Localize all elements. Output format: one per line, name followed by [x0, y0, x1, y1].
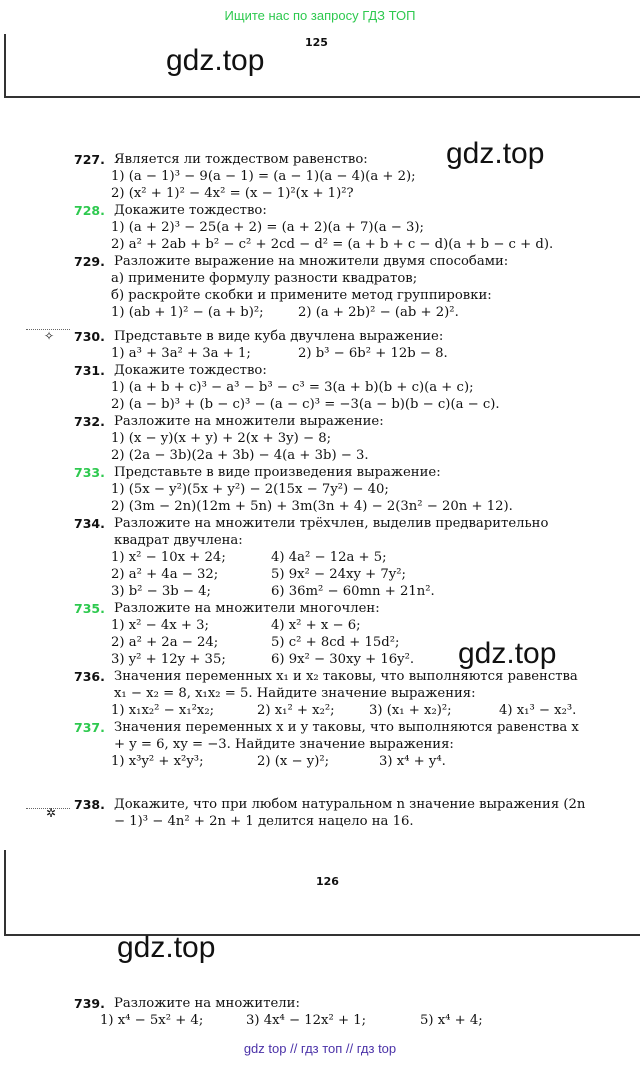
watermark: gdz.top — [166, 44, 265, 77]
exercise-730 — [74, 328, 589, 345]
page-number-top: 125 — [305, 36, 328, 49]
exercise-line: б) раскройте скобки и примените метод группировки: — [111, 288, 492, 303]
exercise-number: 733. — [74, 465, 105, 480]
exercise-text: Разложите выражение на множители двумя способами: — [114, 254, 509, 269]
exercise-729 — [74, 253, 589, 270]
exercise-item: 1) x³y² + x²y³; — [111, 754, 204, 769]
exercise-item: 4) x² + x − 6; — [271, 618, 361, 633]
exercise-columns — [74, 549, 589, 566]
exercise-number: 739. — [74, 996, 105, 1011]
exercise-text: Разложите на множители трёхчлен, выделив предварительно квадрат двучлена: — [114, 516, 549, 548]
exercise-737 — [74, 719, 589, 753]
exercise-number: 734. — [74, 516, 105, 531]
exercise-item: 1) x⁴ − 5x² + 4; — [100, 1013, 204, 1028]
exercise-line: 2) a² + 2ab + b² − c² + 2cd − d² = (a + b + c − d)(a + b − c + d). — [111, 237, 554, 252]
exercise-number: 732. — [74, 414, 105, 429]
exercise-columns — [74, 702, 589, 719]
exercise-columns — [74, 651, 589, 668]
exercise-number: 736. — [74, 669, 105, 684]
exercise-item: 5) x⁴ + 4; — [420, 1013, 483, 1028]
sun-marker-icon: ✲ — [46, 806, 57, 820]
exercise-item: 1) x² − 4x + 3; — [111, 618, 209, 633]
exercise-item: 1) a³ + 3a² + 3a + 1; — [111, 346, 251, 361]
exercise-number: 728. — [74, 203, 105, 218]
star-marker-icon: ✧ — [44, 329, 55, 343]
exercise-736 — [74, 668, 589, 702]
exercise-number: 738. — [74, 797, 105, 812]
exercise-item: 2) (a + 2b)² − (ab + 2)². — [298, 305, 459, 320]
exercise-line: 2) (2a − 3b)(2a + 3b) − 4(a + 3b) − 3. — [111, 448, 369, 463]
exercise-columns — [74, 566, 589, 583]
watermark: gdz.top — [117, 931, 216, 964]
exercise-number: 737. — [74, 720, 105, 735]
exercise-item: 5) 9x² − 24xy + 7y²; — [271, 567, 406, 582]
exercise-number: 735. — [74, 601, 105, 616]
exercise-text: Разложите на множители: — [114, 996, 300, 1011]
exercise-columns — [74, 617, 589, 634]
exercise-item: 1) x₁x₂² − x₁²x₂; — [111, 703, 215, 718]
search-banner[interactable]: Ищите нас по запросу ГДЗ ТОП — [224, 8, 416, 23]
exercise-columns — [74, 1012, 594, 1029]
exercise-728 — [74, 202, 589, 219]
exercise-text: Представьте в виде произведения выражение: — [114, 465, 441, 480]
exercise-number: 727. — [74, 152, 105, 167]
exercise-item: 2) x₁² + x₂²; — [257, 703, 335, 718]
page-edge-left — [4, 34, 6, 96]
exercise-item: 4) x₁³ − x₂³. — [499, 703, 577, 718]
exercise-text: Докажите тождество: — [114, 203, 267, 218]
exercise-text: Значения переменных x₁ и x₂ таковы, что выполняются равенства x₁ − x₂ = 8, x₁x₂ = 5. Найдите значение выражения: — [114, 669, 578, 701]
exercise-text: Докажите, что при любом натуральном n значение выражения (2n − 1)³ − 4n² + 2n + 1 делится нацело на 16. — [114, 797, 586, 829]
exercise-item: 3) (x₁ + x₂)²; — [369, 703, 452, 718]
exercise-line: 2) (x² + 1)² − 4x² = (x − 1)²(x + 1)²? — [111, 186, 354, 201]
exercise-line: а) примените формулу разности квадратов; — [111, 271, 418, 286]
exercise-line: 2) (3m − 2n)(12m + 5n) + 3m(3n + 4) − 2(3n² − 20n + 12). — [111, 499, 513, 514]
exercise-item: 3) b² − 3b − 4; — [111, 584, 211, 599]
exercise-item: 4) 4a² − 12a + 5; — [271, 550, 387, 565]
exercise-columns — [74, 583, 589, 600]
exercise-733 — [74, 464, 589, 481]
exercise-text: Значения переменных x и y таковы, что выполняются равенства x + y = 6, xy = −3. Найдите значение выражения: — [114, 720, 579, 752]
watermark: gdz.top — [458, 637, 557, 670]
page-edge-left — [4, 850, 6, 934]
exercise-item: 2) (x − y)²; — [257, 754, 330, 769]
exercise-738 — [74, 796, 589, 830]
exercise-text: Представьте в виде куба двучлена выражение: — [114, 329, 444, 344]
exercise-text: Разложите на множители многочлен: — [114, 601, 380, 616]
exercise-734 — [74, 515, 589, 549]
exercise-item: 6) 36m² − 60mn + 21n². — [271, 584, 435, 599]
footer-links[interactable]: gdz top // гдз топ // гдз top — [243, 1041, 397, 1056]
exercise-item: 2) a² + 2a − 24; — [111, 635, 219, 650]
page-divider-mid — [4, 934, 640, 936]
exercise-739-header — [74, 995, 594, 1012]
exercise-line: 1) (5x − y²)(5x + y²) − 2(15x − 7y²) − 40; — [111, 482, 389, 497]
exercise-columns — [74, 634, 589, 651]
exercise-item: 3) 4x⁴ − 12x² + 1; — [246, 1013, 367, 1028]
exercise-line: 1) (a + 2)³ − 25(a + 2) = (a + 2)(a + 7)(a − 3); — [111, 220, 424, 235]
exercise-text: Докажите тождество: — [114, 363, 267, 378]
exercise-item: 5) c² + 8cd + 15d²; — [271, 635, 400, 650]
page-divider-top — [4, 96, 640, 98]
exercise-columns — [74, 345, 589, 362]
exercise-item: 2) a² + 4a − 32; — [111, 567, 219, 582]
exercise-item: 1) (ab + 1)² − (a + b)²; — [111, 305, 264, 320]
exercise-739 — [74, 995, 594, 1029]
exercise-item: 2) b³ − 6b² + 12b − 8. — [298, 346, 448, 361]
page-number-mid: 126 — [316, 875, 339, 888]
exercise-732 — [74, 413, 589, 430]
exercise-text: Является ли тождеством равенство: — [114, 152, 368, 167]
exercise-line: 1) (a + b + c)³ − a³ − b³ − c³ = 3(a + b)(b + c)(a + c); — [111, 380, 474, 395]
exercise-line: 2) (a − b)³ + (b − c)³ − (a − c)³ = −3(a − b)(b − c)(a − c). — [111, 397, 500, 412]
exercise-727 — [74, 151, 589, 168]
exercise-columns — [74, 304, 589, 321]
exercise-item: 3) x⁴ + y⁴. — [379, 754, 446, 769]
exercise-item: 6) 9x² − 30xy + 16y². — [271, 652, 415, 667]
exercise-number: 730. — [74, 329, 105, 344]
exercise-columns — [74, 753, 589, 770]
exercise-731 — [74, 362, 589, 379]
exercise-735 — [74, 600, 589, 617]
exercise-item: 1) x² − 10x + 24; — [111, 550, 226, 565]
watermark: gdz.top — [446, 137, 545, 170]
exercise-number: 731. — [74, 363, 105, 378]
exercise-line: 1) (x − y)(x + y) + 2(x + 3y) − 8; — [111, 431, 332, 446]
exercise-number: 729. — [74, 254, 105, 269]
exercise-line: 1) (a − 1)³ − 9(a − 1) = (a − 1)(a − 4)(a + 2); — [111, 169, 416, 184]
exercise-item: 3) y² + 12y + 35; — [111, 652, 226, 667]
exercise-text: Разложите на множители выражение: — [114, 414, 384, 429]
exercise-list — [74, 151, 589, 830]
